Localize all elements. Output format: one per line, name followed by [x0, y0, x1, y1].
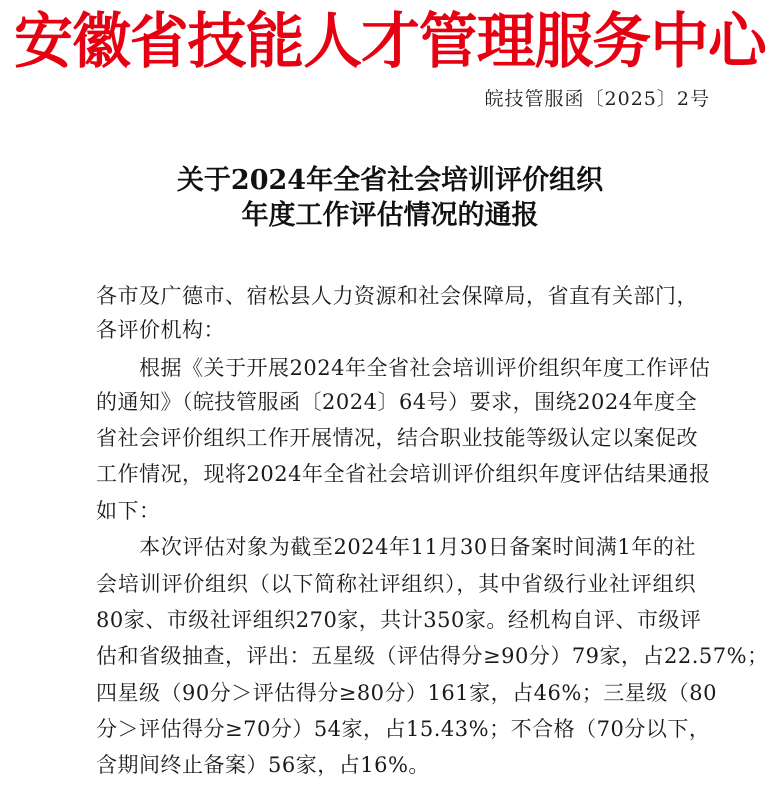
- paragraph-2-line-3: 80家、市级社评组织270家，共计350家。经机构自评、市级评: [96, 608, 702, 632]
- letterhead-org-name: 安徽省技能人才管理服务中心: [14, 7, 766, 77]
- paragraph-2-line-5: 四星级（90分＞评估得分≥80分）161家，占46%；三星级（80: [96, 681, 718, 705]
- document-title-line-1: 关于2024年全省社会培训评价组织: [176, 165, 604, 196]
- paragraph-2-line-4: 估和省级抽查，评出：五星级（评估得分≥90分）79家，占22.57%；: [96, 644, 769, 668]
- paragraph-1-line-2: 的通知》（皖技管服函〔2024〕64号）要求，围绕2024年度全: [96, 390, 698, 414]
- paragraph-1-line-4: 工作情况，现将2024年全省社会培训评价组织年度评估结果通报: [96, 462, 711, 486]
- paragraph-2-line-7: 含期间终止备案）56家，占16%。: [96, 753, 430, 777]
- paragraph-2-line-6: 分＞评估得分≥70分）54家，占15.43%；不合格（70分以下，: [96, 717, 711, 741]
- salutation-line-2: 各评价机构：: [96, 318, 225, 342]
- document-title-line-2: 年度工作评估情况的通报: [241, 200, 539, 231]
- paragraph-1-line-3: 省社会评价组织工作开展情况，结合职业技能等级认定以案促改: [96, 426, 698, 450]
- paragraph-2-line-1: 本次评估对象为截至2024年11月30日备案时间满1年的社: [96, 535, 696, 559]
- paragraph-2-line-2: 会培训评价组织（以下简称社评组织），其中省级行业社评组织: [96, 572, 696, 596]
- paragraph-1-line-5: 如下：: [96, 499, 161, 523]
- document-number: 皖技管服函〔2025〕2号: [484, 88, 710, 110]
- paragraph-1-line-1: 根据《关于开展2024年全省社会培训评价组织年度工作评估: [96, 356, 711, 380]
- salutation-line-1: 各市及广德市、宿松县人力资源和社会保障局，省直有关部门，: [96, 284, 698, 308]
